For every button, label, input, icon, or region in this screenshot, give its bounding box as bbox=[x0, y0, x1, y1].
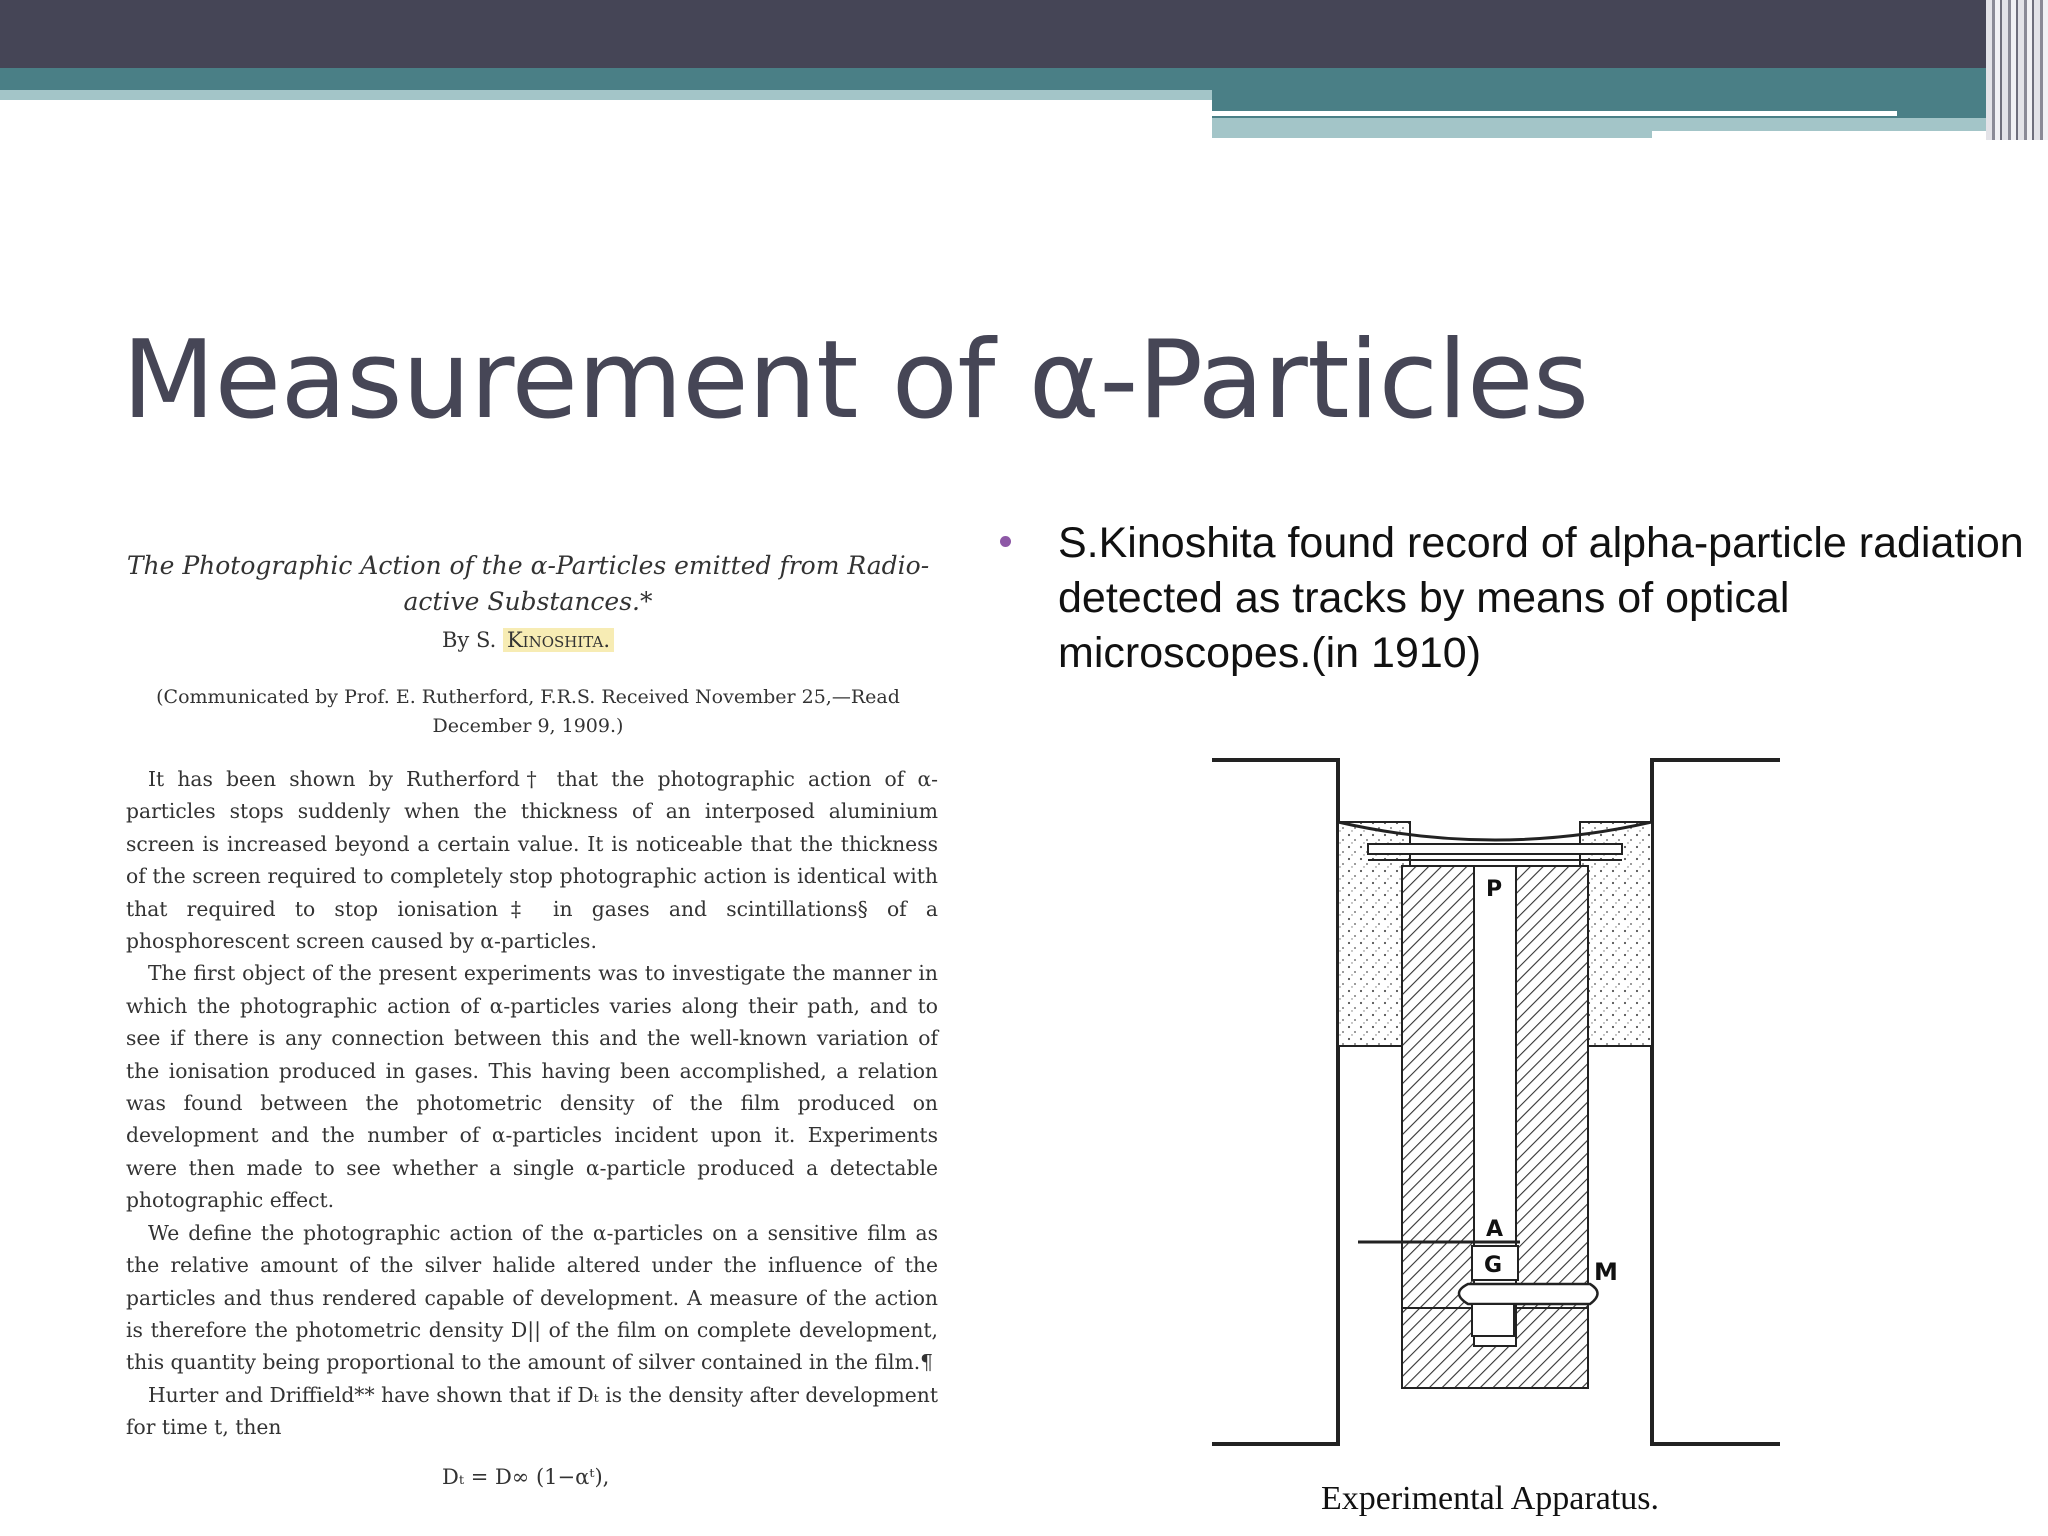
vessel-outline-right bbox=[1652, 760, 1780, 1444]
header-line-white-short bbox=[1652, 131, 1997, 138]
paper-paragraph: Hurter and Driffield** have shown that if Dₜ is the density after development for time t, then bbox=[126, 1382, 938, 1440]
header-band-teal bbox=[0, 68, 1990, 90]
slider-m bbox=[1459, 1284, 1598, 1304]
plate bbox=[1368, 844, 1622, 854]
header-vertical-stripes bbox=[1986, 0, 2048, 140]
paper-equation: Dₜ = D∞ (1−αᵗ), bbox=[442, 1465, 610, 1489]
paper-title: The Photographic Action of the α-Particles emitted from Radio-active Substances.* bbox=[126, 551, 930, 616]
figure-caption: Experimental Apparatus. bbox=[1320, 1480, 1659, 1517]
bullet-text: S.Kinoshita found record of alpha-particle radiation detected as tracks by means of optical microscopes.(in 1910) bbox=[1058, 519, 2024, 677]
paper-author-prefix: By S. bbox=[442, 628, 497, 652]
label-g: G bbox=[1484, 1253, 1503, 1278]
vessel-outline bbox=[1212, 760, 1338, 1444]
header-line-white bbox=[1212, 111, 1897, 116]
label-p: P bbox=[1486, 877, 1503, 902]
header-band-light bbox=[0, 90, 1212, 100]
column-left bbox=[1402, 866, 1474, 1356]
paper-paragraph: We define the photographic action of the α-particles on a sensitive film as the relative amount of the silver halide altered under the influence of the particles and thus rendered capable of development. A measure of the action is therefore the photometric density D|| of the film on complete development, this quantity being proportional to the amount of silver contained in the film.¶ bbox=[126, 1220, 938, 1375]
apparatus-diagram bbox=[1190, 748, 1810, 1458]
bullet-dot-icon bbox=[1000, 536, 1011, 547]
slider-stem bbox=[1472, 1304, 1514, 1336]
paper-paragraph: It has been shown by Rutherford† that the photographic action of α-particles stops suddenly when the thickness of an interposed aluminium screen is increased beyond a certain value. It is noticeable that the thickness of the screen required to completely stop photographic action is identical with that required to stop ionisation‡ in gases and scintillations§ of a phosphorescent screen caused by α-particles. bbox=[126, 767, 938, 954]
slide-title: Measurement of α-Particles bbox=[122, 318, 1589, 443]
label-a: A bbox=[1486, 1217, 1504, 1242]
filler-right bbox=[1580, 822, 1652, 1046]
label-m: M bbox=[1594, 1258, 1618, 1286]
paper-excerpt bbox=[118, 548, 938, 1508]
header-bar bbox=[0, 0, 2048, 68]
column-right bbox=[1516, 866, 1588, 1356]
paper-author-name: Kinoshita. bbox=[503, 628, 614, 652]
paper-communicated: (Communicated by Prof. E. Rutherford, F.R.S. Received November 25,—Read December 9, 1909.) bbox=[156, 686, 900, 737]
paper-body bbox=[126, 763, 938, 1444]
paper-paragraph: The first object of the present experiments was to investigate the manner in which the photographic action of α-particles varies along their path, and to see if there is any connection between this and the well-known variation of the ionisation produced in gases. This having been accomplished, a relation was found between the photometric density of the film produced on development and the number of α-particles incident upon it. Experiments were then made to see whether a single α-particle produced a detectable photographic effect. bbox=[126, 961, 938, 1213]
filler-left bbox=[1338, 822, 1410, 1046]
paper-author bbox=[118, 628, 938, 652]
